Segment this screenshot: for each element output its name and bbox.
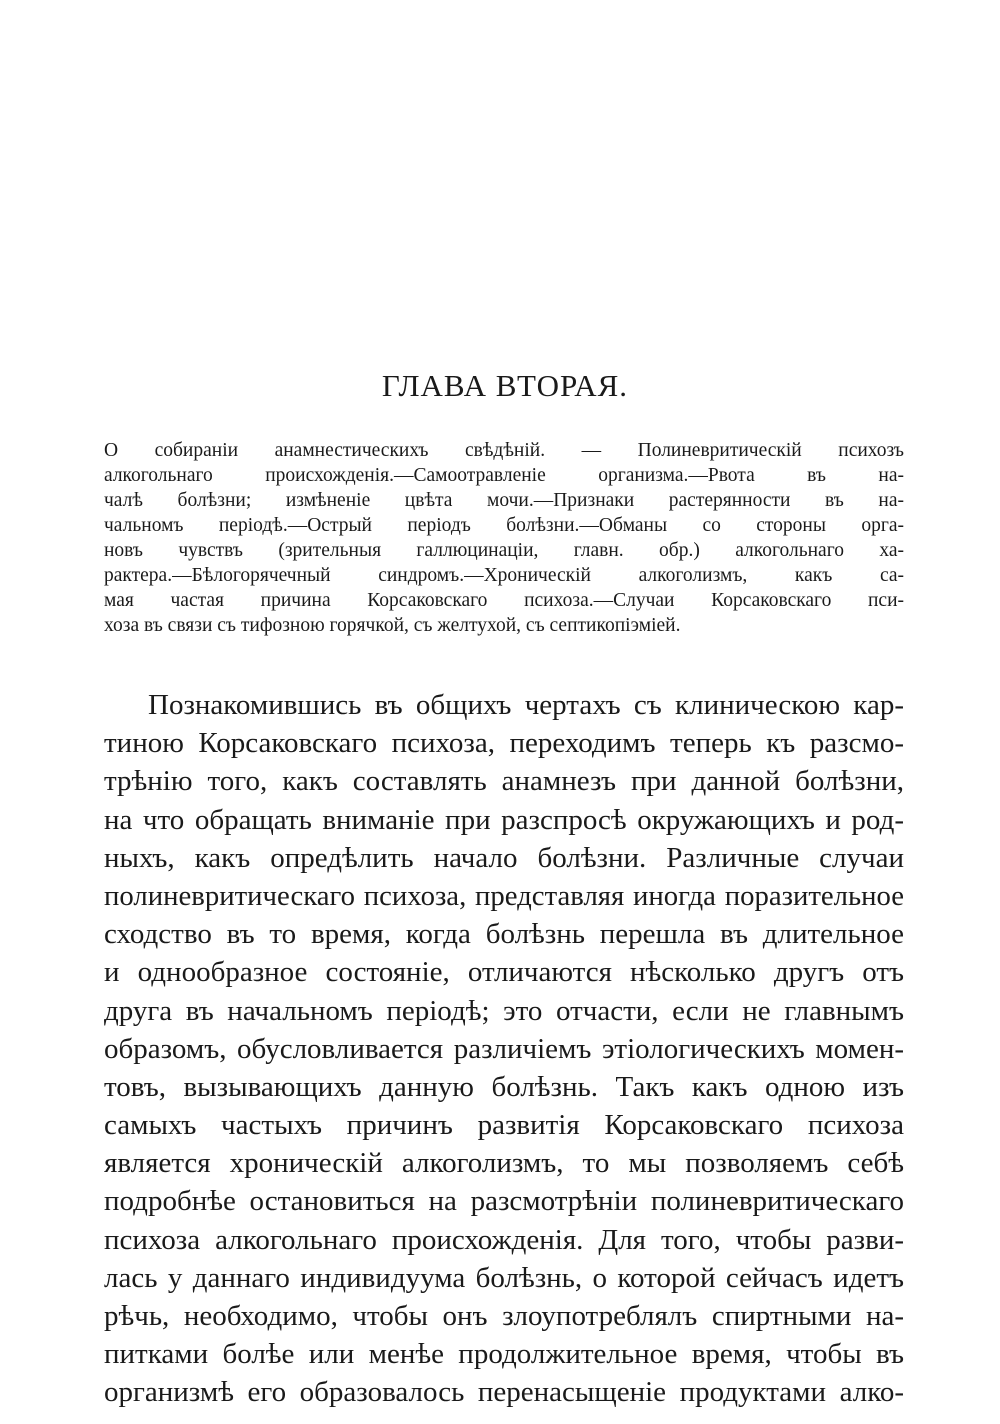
- body-line: подробнѣе остановиться на разсмотрѣнiи полиневритическаго: [104, 1185, 904, 1218]
- summary-line: чальномъ перiодѣ.—Острый перiодъ болѣзни.—Обманы со стороны орга-: [104, 515, 904, 536]
- body-line: друга въ начальномъ перiодѣ; это отчасти, если не главнымъ: [104, 994, 904, 1027]
- chapter-summary: [104, 438, 904, 638]
- body-line: Познакомившись въ общихъ чертахъ съ клиническою кар-: [148, 689, 904, 721]
- body-line: психоза алкогольнаго происхожденiя. Для того, чтобы разви-: [104, 1223, 904, 1256]
- summary-line: хоза въ связи съ тифозною горячкой, съ желтухой, съ септикопiэмiей.: [104, 615, 681, 636]
- chapter-title: ГЛАВА ВТОРАЯ.: [381, 368, 629, 403]
- body-line: тиною Корсаковскаго психоза, переходимъ теперь къ разсмо-: [104, 727, 904, 760]
- body-line: лась у даннаго индивидуума болѣзнь, о которой сейчасъ идетъ: [104, 1261, 904, 1294]
- body-line: трѣнiю того, какъ составлять анамнезъ при данной болѣзни,: [104, 765, 904, 798]
- body-line: сходство въ то время, когда болѣзнь перешла въ длительное: [104, 918, 904, 951]
- summary-line: О собиранiи анамнестическихъ свѣдѣнiй. — Полиневритическiй психозъ: [104, 440, 904, 461]
- body-line: рѣчь, необходимо, чтобы онъ злоупотреблялъ спиртными на-: [104, 1300, 904, 1332]
- body-line: ныхъ, какъ опредѣлить начало болѣзни. Различные случаи: [104, 841, 904, 874]
- summary-line: чалѣ болѣзни; измѣненiе цвѣта мочи.—Признаки растерянности въ на-: [104, 490, 904, 511]
- body-line: и однообразное состоянiе, отличаются нѣсколько другъ отъ: [104, 956, 904, 989]
- summary-line: рактера.—Бѣлогорячечный синдромъ.—Хроническiй алкоголизмъ, какъ са-: [104, 565, 904, 586]
- body-line: является хроническiй алкоголизмъ, то мы позволяемъ себѣ: [104, 1147, 904, 1180]
- summary-line: алкогольнаго происхожденiя.—Самоотравленiе организма.—Рвота въ на-: [104, 465, 904, 486]
- summary-line: новъ чувствъ (зрительныя галлюцинацiи, главн. обр.) алкогольнаго ха-: [104, 540, 904, 561]
- body-line: самыхъ частыхъ причинъ развитiя Корсаковскаго психоза: [104, 1109, 904, 1142]
- body-line: организмѣ его образовалось перенасыщенiе продуктами алко-: [104, 1376, 904, 1409]
- body-line: питками болѣе или менѣе продолжительное время, чтобы въ: [104, 1338, 904, 1371]
- body-line: полиневритическаго психоза, представляя иногда поразительное: [104, 879, 904, 912]
- summary-line: мая частая причина Корсаковскаго психоза.—Случаи Корсаковскаго пси-: [104, 590, 904, 611]
- body-line: товъ, вызывающихъ данную болѣзнь. Такъ какъ одною изъ: [104, 1070, 904, 1103]
- body-line: на что обращать вниманiе при разспросѣ окружающихъ и род-: [104, 803, 904, 836]
- body-paragraph: [104, 686, 904, 1412]
- body-line: образомъ, обусловливается различiемъ этiологическихъ момен-: [104, 1032, 904, 1065]
